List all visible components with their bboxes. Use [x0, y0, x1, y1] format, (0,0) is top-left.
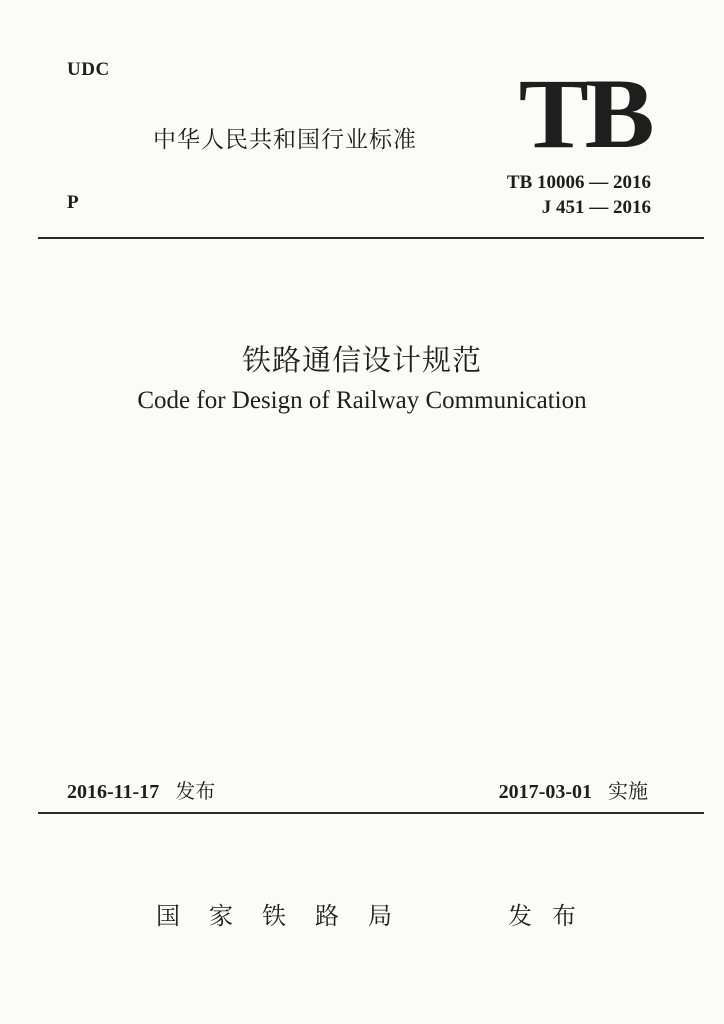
effective-label: 实施	[608, 779, 648, 803]
issue-date: 2016-11-17	[67, 781, 160, 803]
title-chinese: 铁路通信设计规范	[241, 343, 482, 377]
standard-number: TB 10006 — 2016	[506, 172, 651, 193]
udc-label: UDC	[67, 59, 110, 80]
effective-date: 2017-03-01	[498, 781, 592, 803]
issue-label: 发布	[175, 779, 216, 803]
issue-date-group	[67, 775, 215, 804]
publish-label: 发布	[508, 902, 596, 930]
title-english: Code for Design of Railway Communication	[137, 387, 587, 414]
publisher-name: 国家铁路局	[156, 902, 421, 930]
record-number: J 451 — 2016	[541, 197, 651, 218]
top-divider	[38, 237, 704, 239]
standard-type-heading: 中华人民共和国行业标准	[153, 127, 417, 153]
bottom-divider	[38, 812, 704, 814]
effective-date-group	[499, 775, 648, 804]
classification-code: P	[67, 192, 79, 213]
tb-logo: TB	[518, 58, 650, 169]
